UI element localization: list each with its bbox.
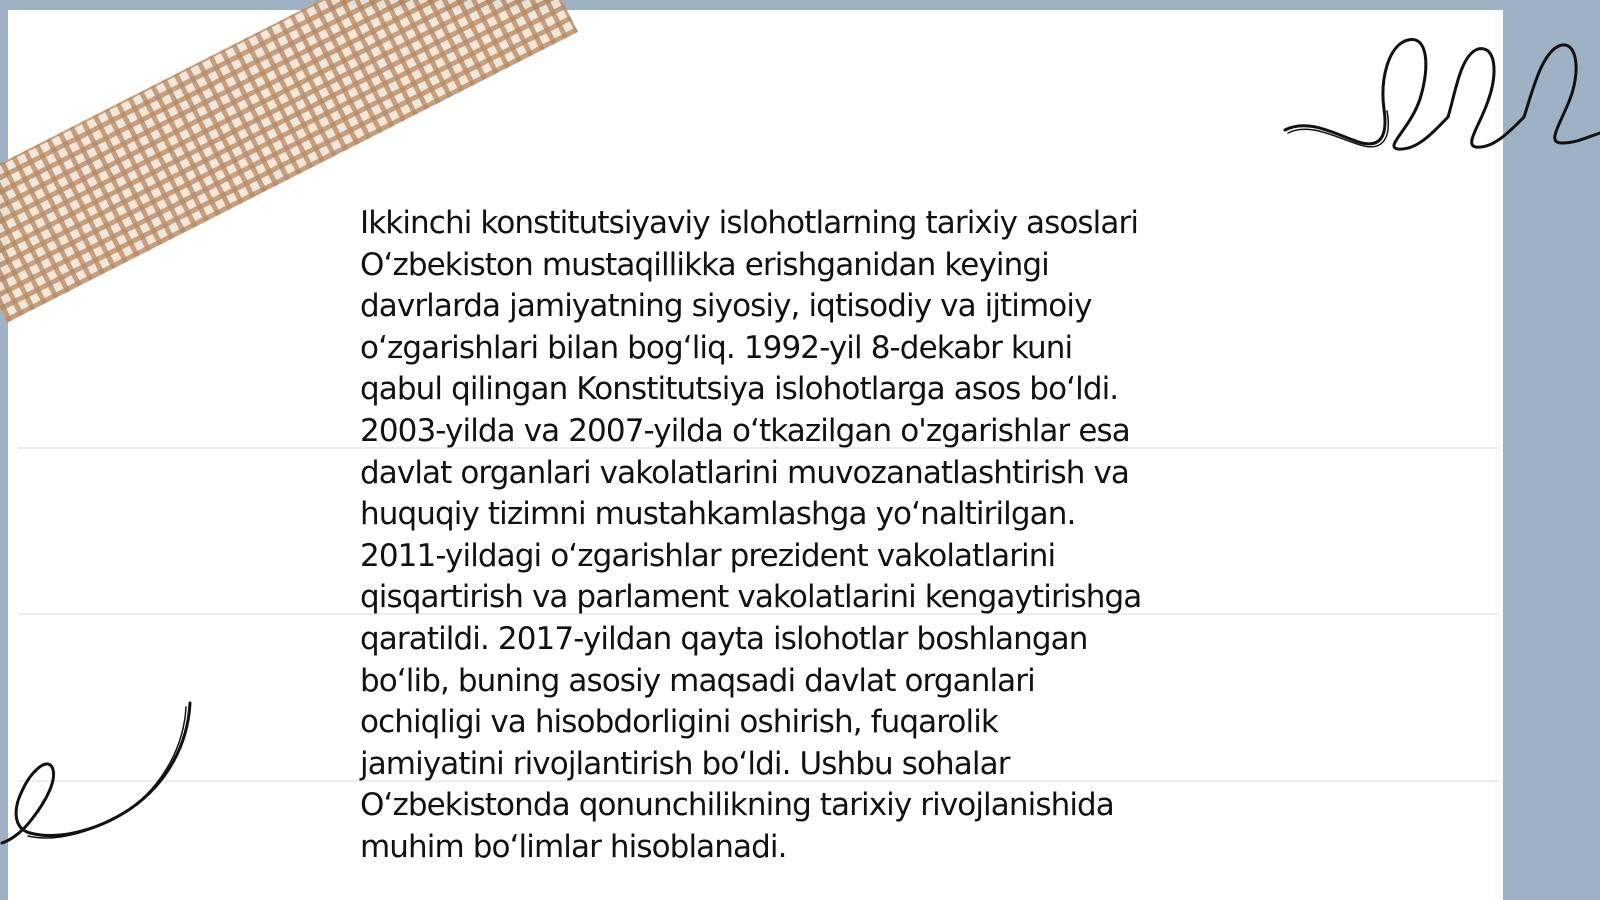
loop-scribble-icon [1280,25,1600,170]
curl-scribble-icon [0,695,200,855]
body-paragraph: Ikkinchi konstitutsiyaviy islohotlarning tarixiy asoslari O‘zbekiston mustaqillikka erishganidan keyingi davrlarda jamiyatning siyosiy, iqtisodiy va ijtimoiy o‘zgarishlari bilan bog‘liq. 1992-yil 8-dekabr kuni qabul qilingan Konstitutsiya islohotlarga asos bo‘ldi. 2003-yilda va 2007-yilda o‘tkazilgan o'zgarishlar esa davlat organlari vakolatlarini muvozanatlashtirish va huquqiy tizimni mustahkamlashga yo‘naltirilgan. 2011-yildagi o‘zgarishlar prezident vakolatlarini qisqartirish va parlament vakolatlarini kengaytirishga qaratildi. 2017-yildan qayta islohotlar boshlangan bo‘lib, buning asosiy maqsadi davlat organlari ochiqligi va hisobdorligini oshirish, fuqarolik jamiyatini rivojlantirish bo‘ldi. Ushbu sohalar O‘zbekistonda qonunchilikning tarixiy rivojlanishida muhim bo‘limlar hisoblanadi. [360,205,1142,865]
